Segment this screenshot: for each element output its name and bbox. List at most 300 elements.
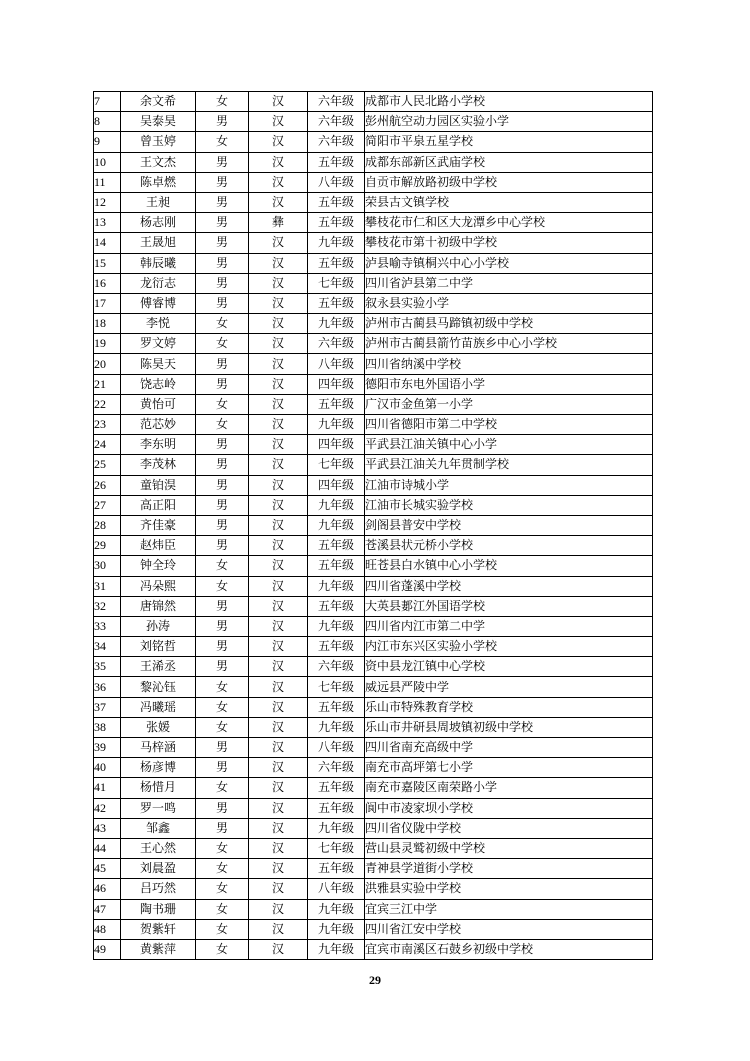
student-name: 李茂林 — [121, 455, 196, 475]
row-number: 18 — [94, 314, 121, 334]
student-sex: 男 — [196, 293, 249, 313]
student-ethnicity: 汉 — [249, 314, 308, 334]
student-ethnicity: 汉 — [249, 455, 308, 475]
student-grade: 九年级 — [308, 899, 365, 919]
student-school: 乐山市特殊教育学校 — [365, 697, 653, 717]
table-row — [94, 778, 653, 798]
table-row — [94, 213, 653, 233]
student-grade: 六年级 — [308, 334, 365, 354]
student-school: 江油市长城实验学校 — [365, 495, 653, 515]
table-row — [94, 919, 653, 939]
student-ethnicity: 汉 — [249, 697, 308, 717]
table-row — [94, 334, 653, 354]
student-ethnicity: 汉 — [249, 92, 308, 112]
student-school: 阆中市凌家坝小学校 — [365, 798, 653, 818]
student-grade: 九年级 — [308, 717, 365, 737]
student-grade: 五年级 — [308, 778, 365, 798]
student-grade: 五年级 — [308, 798, 365, 818]
student-ethnicity: 彝 — [249, 213, 308, 233]
student-grade: 五年级 — [308, 394, 365, 414]
table-row — [94, 515, 653, 535]
student-name: 吕巧然 — [121, 879, 196, 899]
student-name: 黄怡可 — [121, 394, 196, 414]
student-name: 马梓涵 — [121, 738, 196, 758]
row-number: 10 — [94, 152, 121, 172]
student-sex: 男 — [196, 657, 249, 677]
table-row — [94, 475, 653, 495]
row-number: 33 — [94, 616, 121, 636]
student-sex: 女 — [196, 859, 249, 879]
table-row — [94, 818, 653, 838]
student-ethnicity: 汉 — [249, 778, 308, 798]
table-row — [94, 92, 653, 112]
student-grade: 七年级 — [308, 677, 365, 697]
table-row — [94, 354, 653, 374]
student-school: 南充市嘉陵区南荣路小学 — [365, 778, 653, 798]
student-sex: 男 — [196, 354, 249, 374]
student-ethnicity: 汉 — [249, 919, 308, 939]
student-ethnicity: 汉 — [249, 798, 308, 818]
table-row — [94, 132, 653, 152]
student-sex: 男 — [196, 374, 249, 394]
student-grade: 九年级 — [308, 233, 365, 253]
row-number: 38 — [94, 717, 121, 737]
student-ethnicity: 汉 — [249, 738, 308, 758]
row-number: 7 — [94, 92, 121, 112]
student-school: 大英县郪江外国语学校 — [365, 596, 653, 616]
student-name: 罗一鸣 — [121, 798, 196, 818]
row-number: 8 — [94, 112, 121, 132]
student-grade: 七年级 — [308, 455, 365, 475]
table-row — [94, 758, 653, 778]
student-ethnicity: 汉 — [249, 677, 308, 697]
student-school: 江油市诗城小学 — [365, 475, 653, 495]
student-school: 彭州航空动力园区实验小学 — [365, 112, 653, 132]
table-row — [94, 616, 653, 636]
row-number: 46 — [94, 879, 121, 899]
row-number: 22 — [94, 394, 121, 414]
student-school: 营山县灵鹫初级中学校 — [365, 838, 653, 858]
row-number: 45 — [94, 859, 121, 879]
student-school: 广汉市金鱼第一小学 — [365, 394, 653, 414]
student-name: 张媛 — [121, 717, 196, 737]
table-row — [94, 798, 653, 818]
student-sex: 女 — [196, 576, 249, 596]
student-school: 宜宾三江中学 — [365, 899, 653, 919]
student-sex: 女 — [196, 415, 249, 435]
student-school: 宜宾市南溪区石鼓乡初级中学校 — [365, 939, 653, 959]
row-number: 44 — [94, 838, 121, 858]
table-row — [94, 192, 653, 212]
student-sex: 女 — [196, 677, 249, 697]
student-school: 德阳市东电外国语小学 — [365, 374, 653, 394]
student-school: 苍溪县状元桥小学校 — [365, 536, 653, 556]
student-name: 唐锦然 — [121, 596, 196, 616]
row-number: 23 — [94, 415, 121, 435]
student-school: 内江市东兴区实验小学校 — [365, 637, 653, 657]
row-number: 30 — [94, 556, 121, 576]
student-ethnicity: 汉 — [249, 616, 308, 636]
student-sex: 女 — [196, 697, 249, 717]
student-grade: 六年级 — [308, 657, 365, 677]
student-sex: 女 — [196, 939, 249, 959]
row-number: 48 — [94, 919, 121, 939]
student-sex: 女 — [196, 717, 249, 737]
table-row — [94, 697, 653, 717]
student-name: 刘铭哲 — [121, 637, 196, 657]
student-name: 李东明 — [121, 435, 196, 455]
student-ethnicity: 汉 — [249, 515, 308, 535]
student-school: 青神县学道街小学校 — [365, 859, 653, 879]
student-name: 王心然 — [121, 838, 196, 858]
student-ethnicity: 汉 — [249, 172, 308, 192]
row-number: 39 — [94, 738, 121, 758]
student-ethnicity: 汉 — [249, 637, 308, 657]
row-number: 27 — [94, 495, 121, 515]
row-number: 14 — [94, 233, 121, 253]
table-row — [94, 838, 653, 858]
student-sex: 女 — [196, 132, 249, 152]
row-number: 35 — [94, 657, 121, 677]
student-grade: 七年级 — [308, 273, 365, 293]
student-sex: 男 — [196, 738, 249, 758]
student-school: 平武县江油关九年贯制学校 — [365, 455, 653, 475]
student-school: 自贡市解放路初级中学校 — [365, 172, 653, 192]
student-school: 四川省泸县第二中学 — [365, 273, 653, 293]
student-school: 乐山市井研县周坡镇初级中学校 — [365, 717, 653, 737]
student-school: 资中县龙江镇中心学校 — [365, 657, 653, 677]
student-school: 四川省仪陇中学校 — [365, 818, 653, 838]
student-sex: 男 — [196, 637, 249, 657]
student-name: 陈卓燃 — [121, 172, 196, 192]
table-row — [94, 273, 653, 293]
student-school: 攀枝花市第十初级中学校 — [365, 233, 653, 253]
student-sex: 男 — [196, 475, 249, 495]
student-grade: 九年级 — [308, 314, 365, 334]
student-name: 吴泰昊 — [121, 112, 196, 132]
student-sex: 男 — [196, 435, 249, 455]
table-row — [94, 596, 653, 616]
student-grade: 五年级 — [308, 637, 365, 657]
student-sex: 男 — [196, 112, 249, 132]
student-grade: 九年级 — [308, 818, 365, 838]
student-name: 王文杰 — [121, 152, 196, 172]
student-sex: 男 — [196, 798, 249, 818]
student-sex: 男 — [196, 192, 249, 212]
table-row — [94, 879, 653, 899]
student-sex: 男 — [196, 152, 249, 172]
student-name: 余文希 — [121, 92, 196, 112]
row-number: 12 — [94, 192, 121, 212]
student-name: 罗文婷 — [121, 334, 196, 354]
student-name: 孙涛 — [121, 616, 196, 636]
student-sex: 女 — [196, 394, 249, 414]
student-ethnicity: 汉 — [249, 758, 308, 778]
student-name: 黄紫萍 — [121, 939, 196, 959]
student-ethnicity: 汉 — [249, 334, 308, 354]
table-row — [94, 415, 653, 435]
student-school: 泸县喻寺镇桐兴中心小学校 — [365, 253, 653, 273]
student-grade: 九年级 — [308, 939, 365, 959]
table-row — [94, 435, 653, 455]
table-row — [94, 112, 653, 132]
student-grade: 八年级 — [308, 172, 365, 192]
table-row — [94, 455, 653, 475]
row-number: 13 — [94, 213, 121, 233]
student-school: 四川省德阳市第二中学校 — [365, 415, 653, 435]
student-ethnicity: 汉 — [249, 293, 308, 313]
student-grade: 五年级 — [308, 192, 365, 212]
row-number: 36 — [94, 677, 121, 697]
student-ethnicity: 汉 — [249, 354, 308, 374]
student-grade: 五年级 — [308, 293, 365, 313]
row-number: 34 — [94, 637, 121, 657]
student-school: 成都市人民北路小学校 — [365, 92, 653, 112]
student-ethnicity: 汉 — [249, 717, 308, 737]
student-grade: 六年级 — [308, 132, 365, 152]
student-school: 威远县严陵中学 — [365, 677, 653, 697]
table-row — [94, 495, 653, 515]
student-name: 杨志刚 — [121, 213, 196, 233]
student-sex: 女 — [196, 838, 249, 858]
student-name: 王晟旭 — [121, 233, 196, 253]
student-school: 平武县江油关镇中心小学 — [365, 435, 653, 455]
student-name: 李悦 — [121, 314, 196, 334]
student-name: 邹鑫 — [121, 818, 196, 838]
table-row — [94, 939, 653, 959]
student-name: 刘晨盈 — [121, 859, 196, 879]
student-name: 高正阳 — [121, 495, 196, 515]
student-ethnicity: 汉 — [249, 556, 308, 576]
row-number: 17 — [94, 293, 121, 313]
row-number: 25 — [94, 455, 121, 475]
row-number: 20 — [94, 354, 121, 374]
student-name: 童铂淏 — [121, 475, 196, 495]
student-grade: 七年级 — [308, 838, 365, 858]
row-number: 41 — [94, 778, 121, 798]
student-ethnicity: 汉 — [249, 415, 308, 435]
student-grade: 六年级 — [308, 112, 365, 132]
student-name: 王浠丞 — [121, 657, 196, 677]
student-sex: 男 — [196, 616, 249, 636]
row-number: 26 — [94, 475, 121, 495]
table-row — [94, 172, 653, 192]
table-row — [94, 152, 653, 172]
student-school: 四川省纳溪中学校 — [365, 354, 653, 374]
student-school: 荣县古文镇学校 — [365, 192, 653, 212]
student-ethnicity: 汉 — [249, 879, 308, 899]
student-school: 简阳市平泉五星学校 — [365, 132, 653, 152]
student-name: 贺紫轩 — [121, 919, 196, 939]
student-roster-table — [93, 91, 653, 960]
row-number: 49 — [94, 939, 121, 959]
student-name: 韩辰曦 — [121, 253, 196, 273]
table-row — [94, 576, 653, 596]
student-ethnicity: 汉 — [249, 899, 308, 919]
student-grade: 五年级 — [308, 859, 365, 879]
student-sex: 女 — [196, 879, 249, 899]
student-name: 冯曦瑶 — [121, 697, 196, 717]
student-sex: 男 — [196, 536, 249, 556]
student-ethnicity: 汉 — [249, 536, 308, 556]
student-school: 南充市高坪第七小学 — [365, 758, 653, 778]
page-number: 29 — [369, 973, 381, 987]
student-sex: 男 — [196, 233, 249, 253]
student-school: 成都东部新区武庙学校 — [365, 152, 653, 172]
student-grade: 八年级 — [308, 879, 365, 899]
table-row — [94, 637, 653, 657]
student-sex: 男 — [196, 213, 249, 233]
student-ethnicity: 汉 — [249, 273, 308, 293]
student-grade: 九年级 — [308, 616, 365, 636]
student-sex: 男 — [196, 515, 249, 535]
student-grade: 六年级 — [308, 758, 365, 778]
student-grade: 五年级 — [308, 697, 365, 717]
student-ethnicity: 汉 — [249, 475, 308, 495]
table-row — [94, 233, 653, 253]
student-school: 剑阁县普安中学校 — [365, 515, 653, 535]
table-row — [94, 677, 653, 697]
table-row — [94, 738, 653, 758]
student-grade: 八年级 — [308, 738, 365, 758]
student-ethnicity: 汉 — [249, 112, 308, 132]
student-sex: 男 — [196, 818, 249, 838]
student-school: 攀枝花市仁和区大龙潭乡中心学校 — [365, 213, 653, 233]
student-name: 钟全玲 — [121, 556, 196, 576]
student-school: 四川省内江市第二中学 — [365, 616, 653, 636]
student-sex: 男 — [196, 455, 249, 475]
student-name: 杨彦博 — [121, 758, 196, 778]
row-number: 29 — [94, 536, 121, 556]
student-sex: 男 — [196, 273, 249, 293]
student-sex: 男 — [196, 596, 249, 616]
student-sex: 男 — [196, 495, 249, 515]
student-grade: 八年级 — [308, 354, 365, 374]
student-grade: 九年级 — [308, 576, 365, 596]
student-school: 洪雅县实验中学校 — [365, 879, 653, 899]
student-sex: 女 — [196, 919, 249, 939]
student-name: 龙衍志 — [121, 273, 196, 293]
student-sex: 男 — [196, 253, 249, 273]
student-ethnicity: 汉 — [249, 859, 308, 879]
row-number: 15 — [94, 253, 121, 273]
student-grade: 五年级 — [308, 253, 365, 273]
student-name: 齐佳豪 — [121, 515, 196, 535]
student-grade: 四年级 — [308, 435, 365, 455]
student-ethnicity: 汉 — [249, 657, 308, 677]
student-ethnicity: 汉 — [249, 233, 308, 253]
student-ethnicity: 汉 — [249, 838, 308, 858]
student-ethnicity: 汉 — [249, 435, 308, 455]
student-ethnicity: 汉 — [249, 495, 308, 515]
student-school: 泸州市古蔺县箭竹苗族乡中心小学校 — [365, 334, 653, 354]
student-name: 赵炜臣 — [121, 536, 196, 556]
student-grade: 九年级 — [308, 415, 365, 435]
student-school: 四川省南充高级中学 — [365, 738, 653, 758]
table-row — [94, 556, 653, 576]
student-ethnicity: 汉 — [249, 576, 308, 596]
row-number: 42 — [94, 798, 121, 818]
student-grade: 六年级 — [308, 92, 365, 112]
student-ethnicity: 汉 — [249, 394, 308, 414]
row-number: 40 — [94, 758, 121, 778]
student-sex: 女 — [196, 314, 249, 334]
student-name: 傅睿博 — [121, 293, 196, 313]
student-name: 陈昊天 — [121, 354, 196, 374]
student-ethnicity: 汉 — [249, 152, 308, 172]
row-number: 31 — [94, 576, 121, 596]
student-grade: 九年级 — [308, 495, 365, 515]
student-grade: 五年级 — [308, 213, 365, 233]
student-grade: 九年级 — [308, 919, 365, 939]
student-name: 杨惜月 — [121, 778, 196, 798]
row-number: 9 — [94, 132, 121, 152]
student-school: 旺苍县白水镇中心小学校 — [365, 556, 653, 576]
row-number: 37 — [94, 697, 121, 717]
student-grade: 五年级 — [308, 152, 365, 172]
table-row — [94, 536, 653, 556]
table-row — [94, 859, 653, 879]
student-sex: 女 — [196, 778, 249, 798]
student-ethnicity: 汉 — [249, 132, 308, 152]
student-sex: 女 — [196, 334, 249, 354]
row-number: 32 — [94, 596, 121, 616]
row-number: 16 — [94, 273, 121, 293]
student-grade: 九年级 — [308, 515, 365, 535]
row-number: 28 — [94, 515, 121, 535]
student-ethnicity: 汉 — [249, 596, 308, 616]
student-grade: 五年级 — [308, 536, 365, 556]
row-number: 19 — [94, 334, 121, 354]
table-row — [94, 314, 653, 334]
row-number: 24 — [94, 435, 121, 455]
table-row — [94, 253, 653, 273]
student-school: 四川省江安中学校 — [365, 919, 653, 939]
student-sex: 男 — [196, 758, 249, 778]
row-number: 47 — [94, 899, 121, 919]
student-grade: 四年级 — [308, 374, 365, 394]
student-name: 陶书珊 — [121, 899, 196, 919]
table-row — [94, 717, 653, 737]
student-school: 叙永县实验小学 — [365, 293, 653, 313]
student-ethnicity: 汉 — [249, 939, 308, 959]
row-number: 11 — [94, 172, 121, 192]
student-sex: 女 — [196, 556, 249, 576]
table-row — [94, 374, 653, 394]
student-ethnicity: 汉 — [249, 253, 308, 273]
table-row — [94, 293, 653, 313]
student-sex: 女 — [196, 899, 249, 919]
table-row — [94, 394, 653, 414]
row-number: 43 — [94, 818, 121, 838]
student-name: 冯朵熙 — [121, 576, 196, 596]
table-row — [94, 657, 653, 677]
student-name: 饶志岭 — [121, 374, 196, 394]
student-grade: 五年级 — [308, 596, 365, 616]
row-number: 21 — [94, 374, 121, 394]
student-grade: 四年级 — [308, 475, 365, 495]
student-school: 泸州市古蔺县马蹄镇初级中学校 — [365, 314, 653, 334]
student-school: 四川省蓬溪中学校 — [365, 576, 653, 596]
student-name: 王昶 — [121, 192, 196, 212]
student-ethnicity: 汉 — [249, 374, 308, 394]
student-name: 范芯妙 — [121, 415, 196, 435]
student-grade: 五年级 — [308, 556, 365, 576]
student-ethnicity: 汉 — [249, 192, 308, 212]
student-sex: 女 — [196, 92, 249, 112]
student-ethnicity: 汉 — [249, 818, 308, 838]
roster-body — [94, 92, 653, 960]
